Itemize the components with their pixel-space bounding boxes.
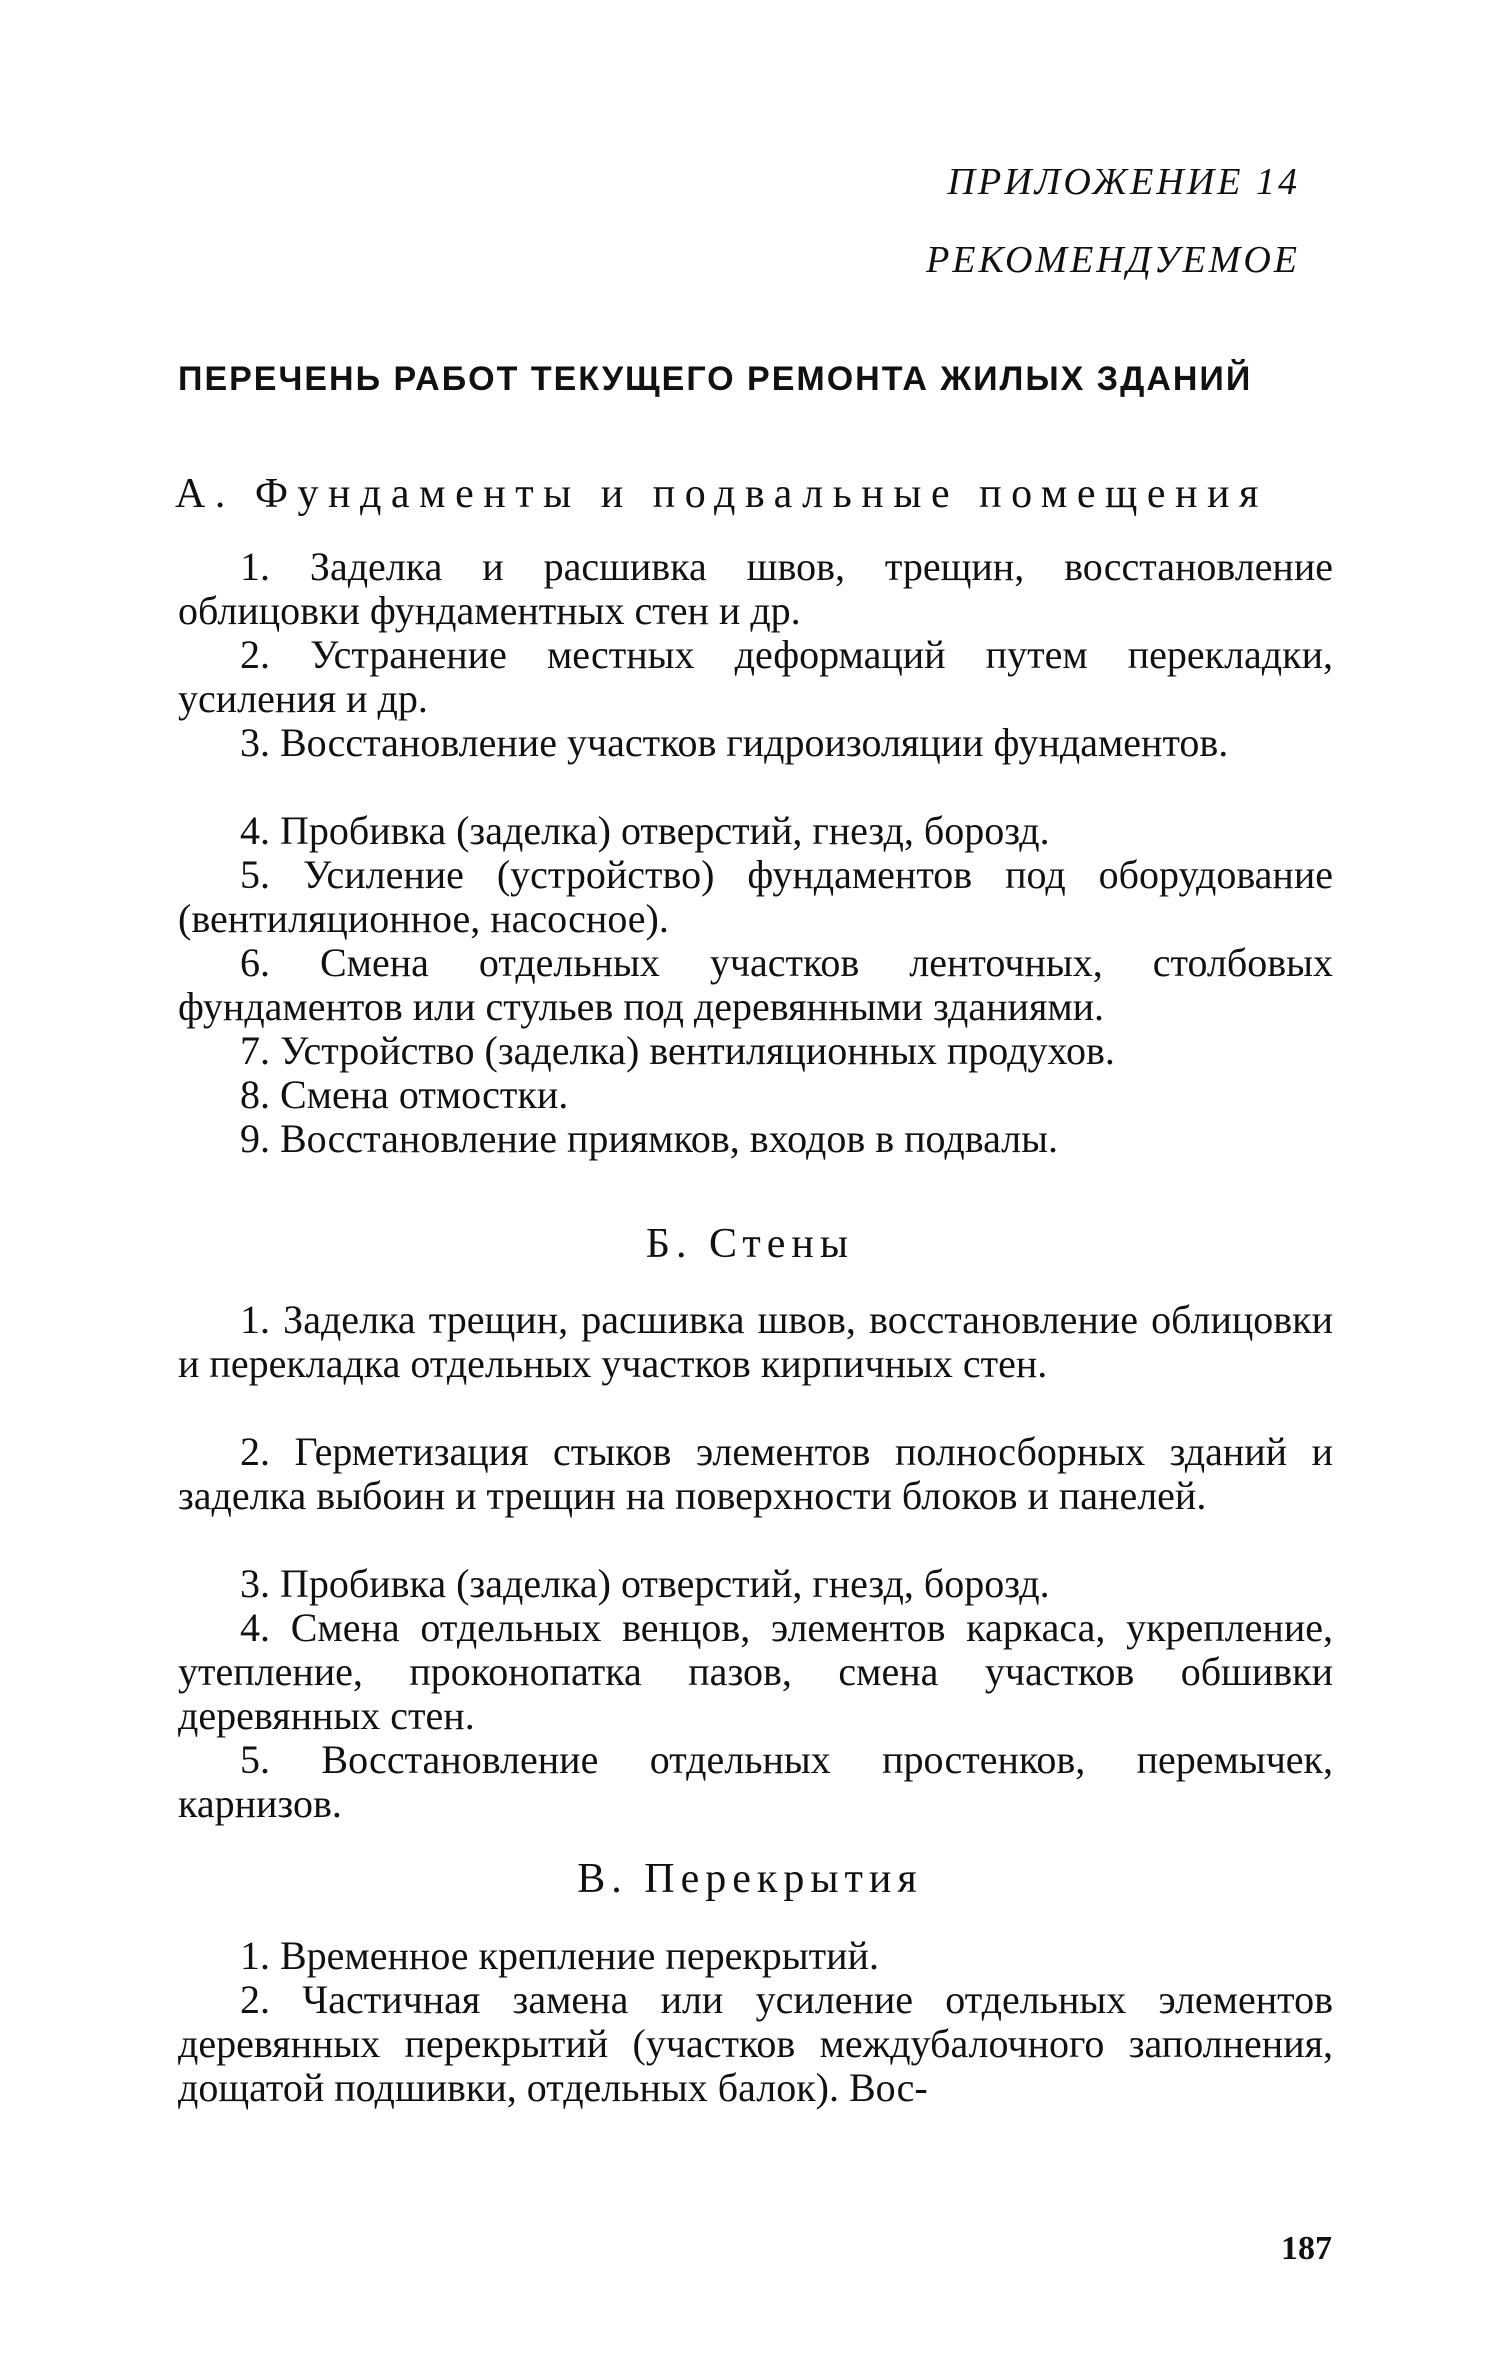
annex-number: ПРИЛОЖЕНИЕ 14 <box>947 161 1300 203</box>
page-number: 187 <box>1281 2230 1332 2267</box>
list-item: 9. Восстановление приямков, входов в подвалы. <box>240 1116 1059 1161</box>
list-item: 2. Частичная замена или усиление отдельных элементов деревянных перекрытий (участков междубалочного заполнения, дощатой подшивки, отдельных балок). Вос- <box>178 1977 1333 2110</box>
list-item: 2. Устранение местных деформаций путем перекладки, усиления и др. <box>178 632 1333 721</box>
list-item: 3. Восстановление участков гидроизоляции фундаментов. <box>240 720 1229 765</box>
list-item: 4. Пробивка (заделка) отверстий, гнезд, борозд. <box>240 808 1050 853</box>
section-heading-foundations: А. Фундаменты и подвальные помещения <box>175 471 1268 517</box>
section-heading-walls: Б. Стены <box>645 1221 855 1267</box>
section-heading-floors: В. Перекрытия <box>577 1856 923 1902</box>
list-item: 3. Пробивка (заделка) отверстий, гнезд, борозд. <box>240 1561 1050 1606</box>
list-item: 6. Смена отдельных участков ленточных, столбовых фундаментов или стульев под деревянными зданиями. <box>178 940 1333 1029</box>
list-item: 1. Заделка и расшивка швов, трещин, восстановление облицовки фундаментных стен и др. <box>178 544 1333 633</box>
document-title: ПЕРЕЧЕНЬ РАБОТ ТЕКУЩЕГО РЕМОНТА ЖИЛЫХ ЗДАНИЙ <box>178 360 1253 398</box>
list-item: 1. Временное крепление перекрытий. <box>240 1933 879 1978</box>
list-item: 7. Устройство (заделка) вентиляционных продухов. <box>240 1028 1115 1073</box>
list-item: 5. Усиление (устройство) фундаментов под оборудование (вентиляционное, насосное). <box>178 852 1333 941</box>
list-item: 5. Восстановление отдельных простенков, перемычек, карнизов. <box>178 1737 1333 1826</box>
list-item: 8. Смена отмостки. <box>240 1072 569 1117</box>
list-item: 1. Заделка трещин, расшивка швов, восстановление облицовки и перекладка отдельных участков кирпичных стен. <box>178 1297 1333 1386</box>
annex-status: РЕКОМЕНДУЕМОЕ <box>926 239 1300 281</box>
list-item: 4. Смена отдельных венцов, элементов каркаса, укрепление, утепление, проконопатка пазов, смена участков обшивки деревянных стен. <box>178 1605 1333 1738</box>
list-item: 2. Герметизация стыков элементов полносборных зданий и заделка выбоин и трещин на поверхности блоков и панелей. <box>178 1429 1333 1518</box>
